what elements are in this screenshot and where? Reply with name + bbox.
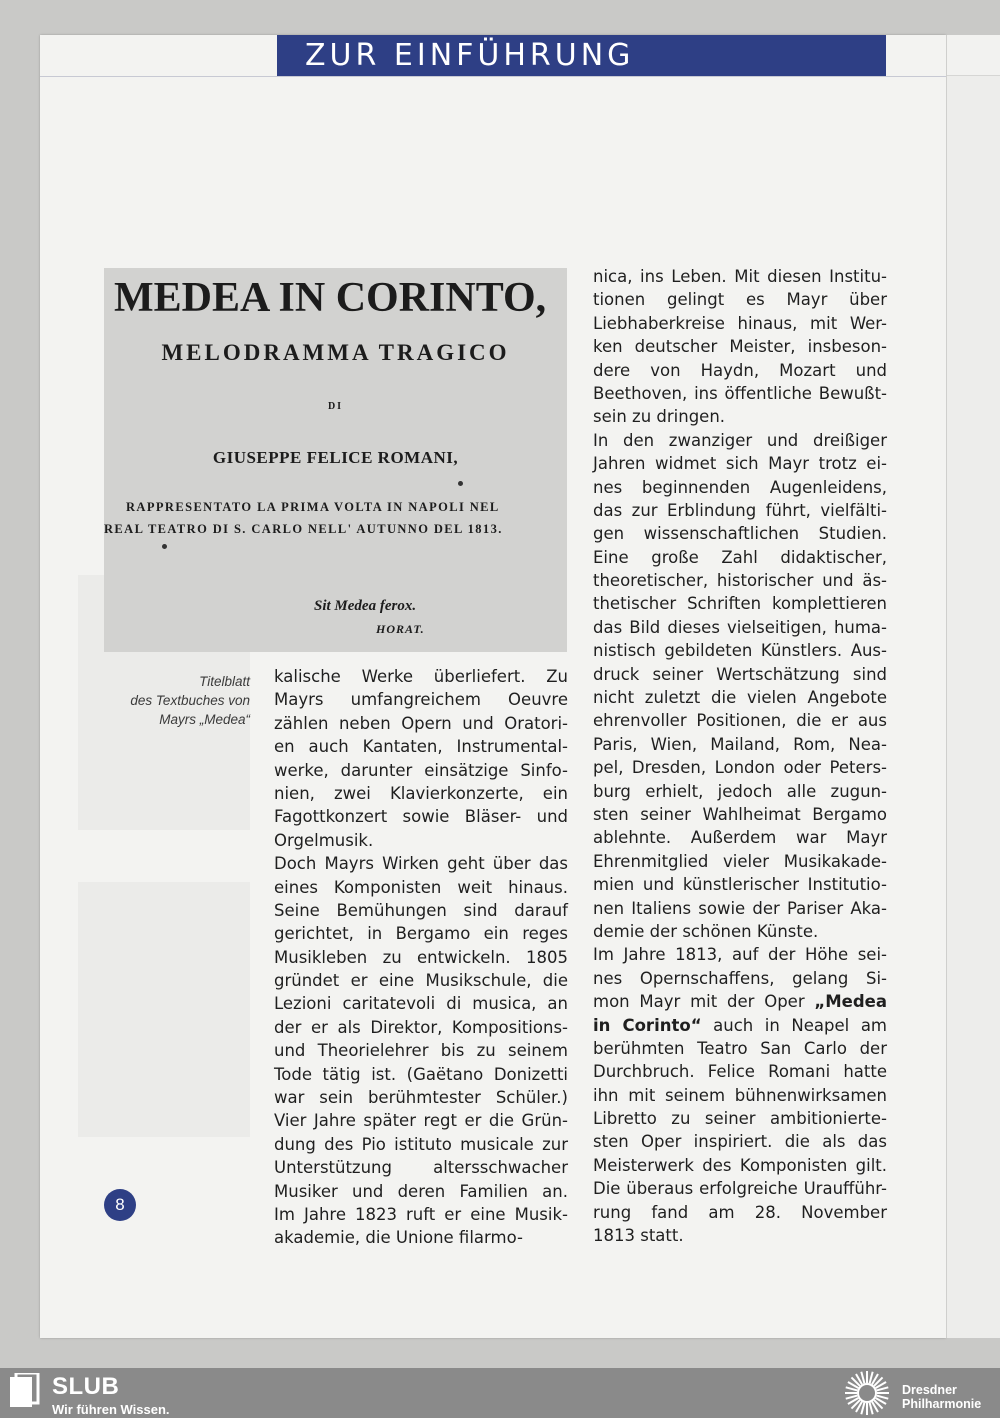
text-line: thetischer Schriften komplettieren <box>593 594 887 614</box>
text-line: akademie, die Unione filarmo- <box>274 1228 523 1248</box>
text-line: war sein berühmtester Schüler.) <box>274 1088 568 1108</box>
text-line: Doch Mayrs Wirken geht über das <box>274 854 568 874</box>
text-line: gen wissenschaftlichen Studien. <box>593 524 887 544</box>
text-line: nicht zuletzt die vielen Angebote <box>593 688 887 708</box>
text-line: druck seiner Wertschätzung sind <box>593 664 887 684</box>
text-line: burg erhielt, jedoch alle zugun- <box>593 781 887 801</box>
figure-caption <box>110 672 250 729</box>
figure-author: GIUSEPPE FELICE ROMANI, <box>212 448 459 467</box>
figure-motto: Sit Medea ferox. <box>314 598 417 614</box>
text-line: rung fand am 28. November <box>593 1202 887 1222</box>
text-line: Meisterwerk des Komponisten gilt. <box>593 1155 887 1175</box>
text-line: Musikleben zu entwickeln. 1805 <box>274 947 568 967</box>
text-line: theoretischer, historischer und äs- <box>593 571 887 591</box>
text-line: Lezioni caritatevoli di musica, an <box>274 994 568 1014</box>
text-line: Beethoven, ins öffentliche Bewußt- <box>593 383 887 403</box>
header-rule <box>40 76 946 77</box>
text-line: Mayrs umfangreichem Oeuvre <box>274 690 568 710</box>
text-line: Paris, Wien, Mailand, Rom, Nea- <box>593 734 887 754</box>
text-line: Jahren widmet sich Mayr trotz ei- <box>593 454 887 474</box>
dresdner-philharmonie-name: Dresdner Philharmonie <box>902 1383 982 1411</box>
page-number-badge: 8 <box>104 1189 136 1221</box>
text-line: pel, Dresden, London oder Peters- <box>593 758 887 778</box>
text-line: ehrenvoller Positionen, die er aus <box>593 711 887 731</box>
adjacent-page-edge <box>946 35 1000 1338</box>
text-line: Liebhaberkreise hinaus, mit Wer- <box>593 313 887 333</box>
text-line: Eine große Zahl didaktischer, <box>593 547 887 567</box>
text-line: dere von Haydn, Mozart und <box>593 360 887 380</box>
text-line: nes beginnenden Augenleidens, <box>593 477 887 497</box>
slub-name: SLUB <box>52 1373 120 1400</box>
opera-title-bold: „Medea <box>814 992 887 1012</box>
text-line: mon Mayr mit der Oper „Medea <box>593 992 887 1012</box>
text-line: der er als Direktor, Kompositions- <box>274 1017 568 1037</box>
text-line: Unterstützung altersschwacher <box>274 1158 568 1178</box>
text-line: sten seiner Wahlheimat Bergamo <box>593 804 887 824</box>
text-line: Seine Bemühungen sind darauf <box>274 900 568 920</box>
text-line: nica, ins Leben. Mit diesen Institu- <box>593 267 887 286</box>
caption-line: des Textbuches von <box>130 693 250 708</box>
text-line: zählen neben Opern und Oratori- <box>274 713 568 733</box>
text-line: ken deutscher Meister, insbeson- <box>593 337 887 357</box>
text-line: Vier Jahre später regt er die Grün- <box>274 1111 568 1131</box>
text-column-1 <box>274 665 568 1250</box>
figure-motto-source: HORAT. <box>376 622 425 636</box>
text-line: dung des Pio istituto musicale zur <box>274 1134 568 1154</box>
text-column-2 <box>593 265 887 1247</box>
figure-di: DI <box>327 401 344 412</box>
text-line: Im Jahre 1823 ruft er eine Musik- <box>274 1204 568 1224</box>
figure-performance-line-1: RAPPRESENTATO LA PRIMA VOLTA IN NAPOLI NEL <box>126 500 500 514</box>
text-line: berühmten Teatro San Carlo der <box>593 1038 887 1058</box>
text-line: en auch Kantaten, Instrumental- <box>274 737 568 757</box>
text-line: gründet er eine Musikschule, die <box>274 971 568 991</box>
text-line: Tode tätig ist. (Gaëtano Donizetti <box>274 1064 568 1084</box>
figure-performance-line-2: REAL TEATRO DI S. CARLO NELL' AUTUNNO DEL 1813. <box>104 522 503 536</box>
bleed-through-shadow <box>78 882 250 1137</box>
text-line: demie der schönen Künste. <box>593 921 819 941</box>
text-line: nen Italiens sowie der Pariser Aka- <box>593 898 887 918</box>
print-speck <box>162 544 167 549</box>
slub-tagline: Wir führen Wissen. <box>52 1402 170 1417</box>
text-line: sten Oper inspiriert. die als das <box>593 1132 887 1152</box>
text-line: das zur Erblindung führt, vielfälti- <box>593 500 887 520</box>
text-line: nes Opernschaffens, gelang Si- <box>593 968 887 988</box>
print-speck <box>458 481 463 486</box>
text-line: Ehrenmitglied vieler Musikakade- <box>593 851 887 871</box>
text-line: mien und künstlerischer Institutio- <box>593 875 887 895</box>
text-line: eines Komponisten weit hinaus. <box>274 877 568 897</box>
text-line: ablehnte. Außerdem war Mayr <box>593 828 887 848</box>
text-line: sein zu dringen. <box>593 407 726 427</box>
text-line: in Corinto“ auch in Neapel am <box>593 1015 888 1035</box>
slub-logo-icon <box>10 1373 42 1411</box>
text-line: Durchbruch. Felice Romani hatte <box>593 1062 887 1082</box>
figure-title: MEDEA IN CORINTO, <box>114 275 547 321</box>
text-line: ihn mit seinem bühnenwirksamen <box>593 1085 887 1105</box>
text-line: nien, zwei Klavierkonzerte, ein <box>274 783 568 803</box>
text-line: Orgelmusik. <box>274 830 374 850</box>
text-line: 1813 statt. <box>593 1226 684 1246</box>
text-line: kalische Werke überliefert. Zu <box>274 667 568 686</box>
caption-line: Mayrs „Medea“ <box>159 712 250 727</box>
title-page-image <box>104 268 567 652</box>
text-line: Fagottkonzert sowie Bläser- und <box>274 807 568 827</box>
opera-title-bold: in Corinto“ <box>593 1015 702 1035</box>
text-line: Libretto zu seiner ambitionierte- <box>593 1109 887 1129</box>
text-line: und Theorielehrer bis zu seinem <box>274 1041 568 1061</box>
text-line: Musiker und deren Familien an. <box>274 1181 568 1201</box>
dresdner-philharmonie-logo-icon <box>842 1370 892 1416</box>
text-line: In den zwanziger und dreißiger <box>593 430 887 450</box>
text-line: Die überaus erfolgreiche Uraufführ- <box>593 1179 887 1199</box>
text-line: gerichtet, in Bergamo ein reges <box>274 924 568 944</box>
text-line: nistisch gebildeten Künstlers. Aus- <box>593 641 887 661</box>
text-line: werke, darunter einsätzige Sinfo- <box>274 760 568 780</box>
caption-line: Titelblatt <box>199 674 250 689</box>
section-header: ZUR EINFÜHRUNG <box>277 35 886 76</box>
text-line: Im Jahre 1813, auf der Höhe sei- <box>593 945 887 965</box>
text-line: tionen gelingt es Mayr über <box>593 290 887 310</box>
text-line: das Bild dieses vielseitigen, huma- <box>593 617 887 637</box>
figure-subtitle: MELODRAMMA TRAGICO <box>161 340 510 365</box>
